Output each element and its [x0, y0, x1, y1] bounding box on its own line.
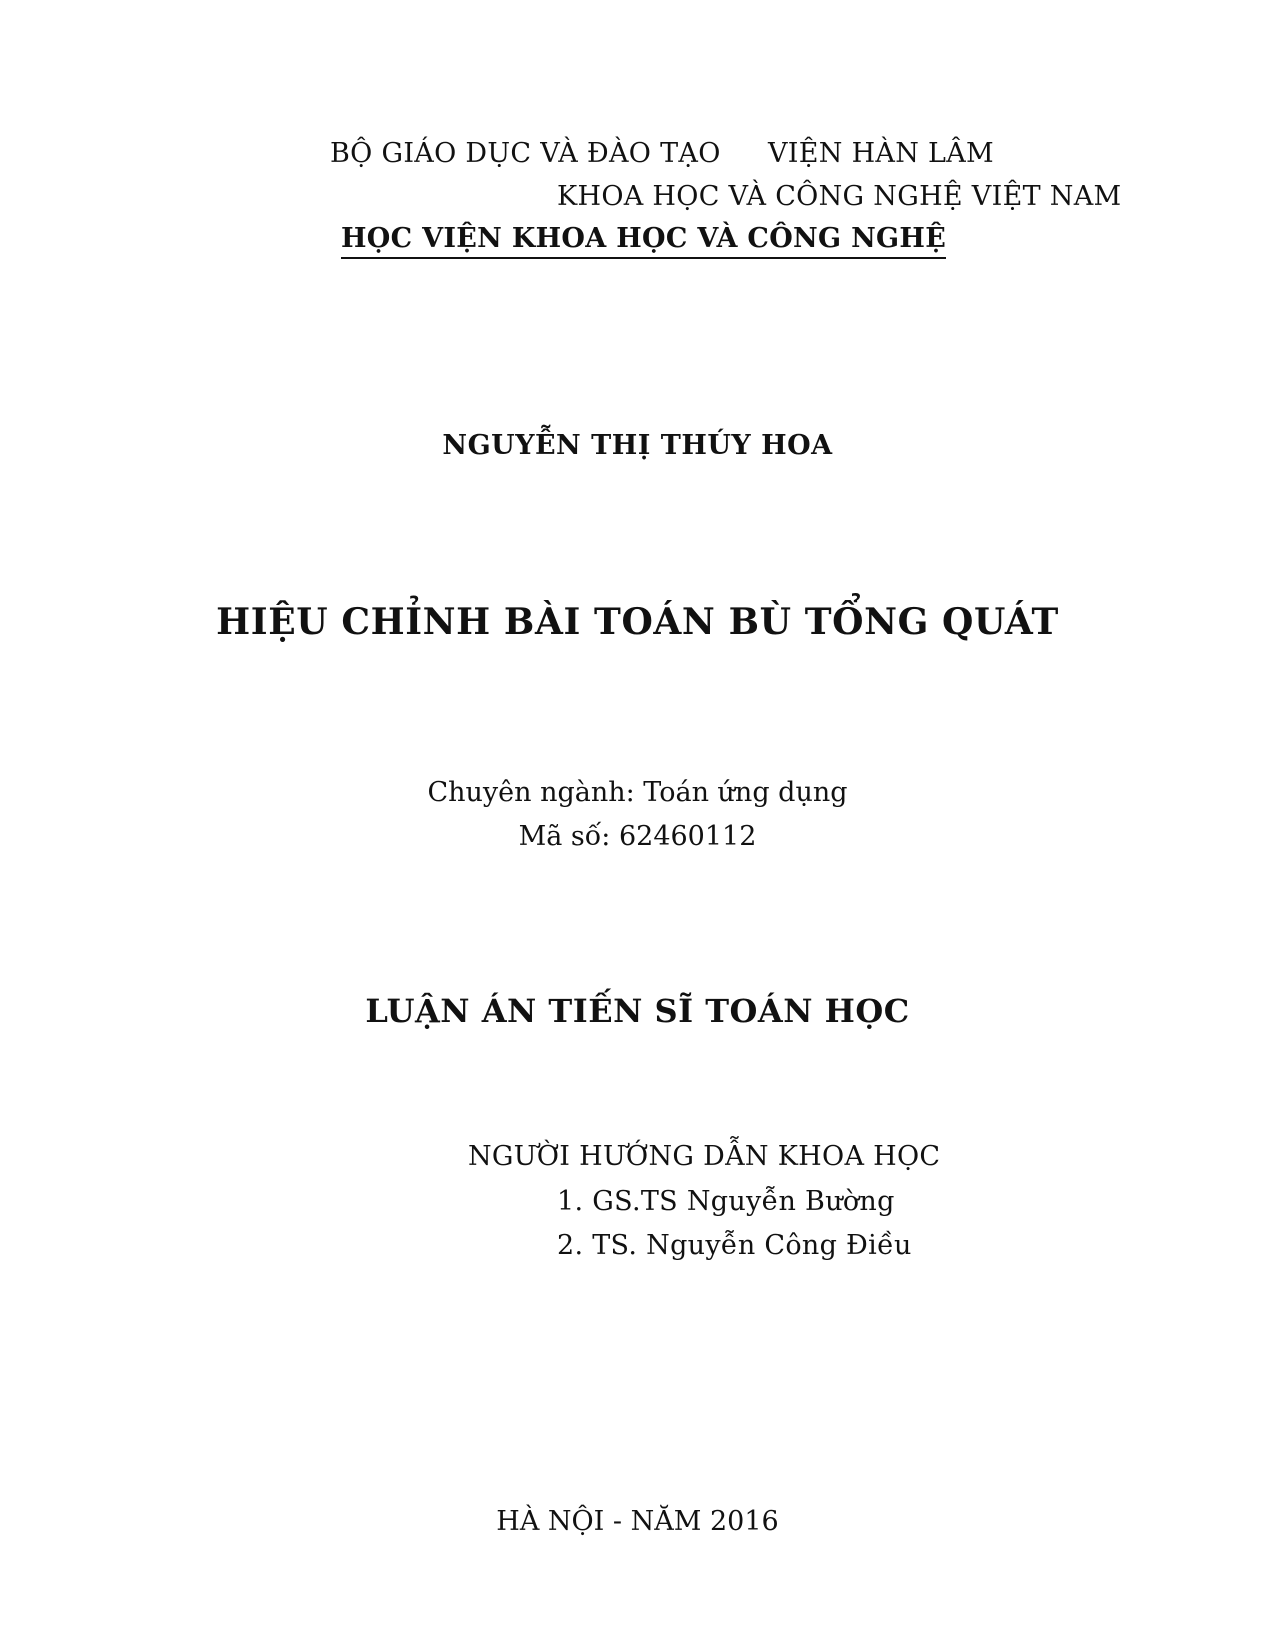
academy-name-line2: KHOA HỌC VÀ CÔNG NGHỆ VIỆT NAM	[557, 181, 1122, 212]
thesis-title: HIỆU CHỈNH BÀI TOÁN BÙ TỔNG QUÁT	[216, 601, 1059, 643]
place-and-year: HÀ NỘI - NĂM 2016	[496, 1506, 779, 1537]
ministry-name: BỘ GIÁO DỤC VÀ ĐÀO TẠO	[330, 138, 721, 169]
advisor-item: 1. GS.TS Nguyễn Bường	[557, 1186, 895, 1217]
institute-name: HỌC VIỆN KHOA HỌC VÀ CÔNG NGHỆ	[341, 223, 946, 259]
author-name: NGUYỄN THỊ THÚY HOA	[442, 430, 833, 461]
major-code: Mã số: 62460112	[518, 821, 757, 852]
degree-type: LUẬN ÁN TIẾN SĨ TOÁN HỌC	[365, 992, 910, 1030]
academy-name-line1: VIỆN HÀN LÂM	[768, 138, 995, 169]
advisor-item: 2. TS. Nguyễn Công Điều	[557, 1230, 912, 1261]
major-field: Chuyên ngành: Toán ứng dụng	[427, 777, 848, 808]
advisors-heading: NGƯỜI HƯỚNG DẪN KHOA HỌC	[468, 1141, 941, 1172]
